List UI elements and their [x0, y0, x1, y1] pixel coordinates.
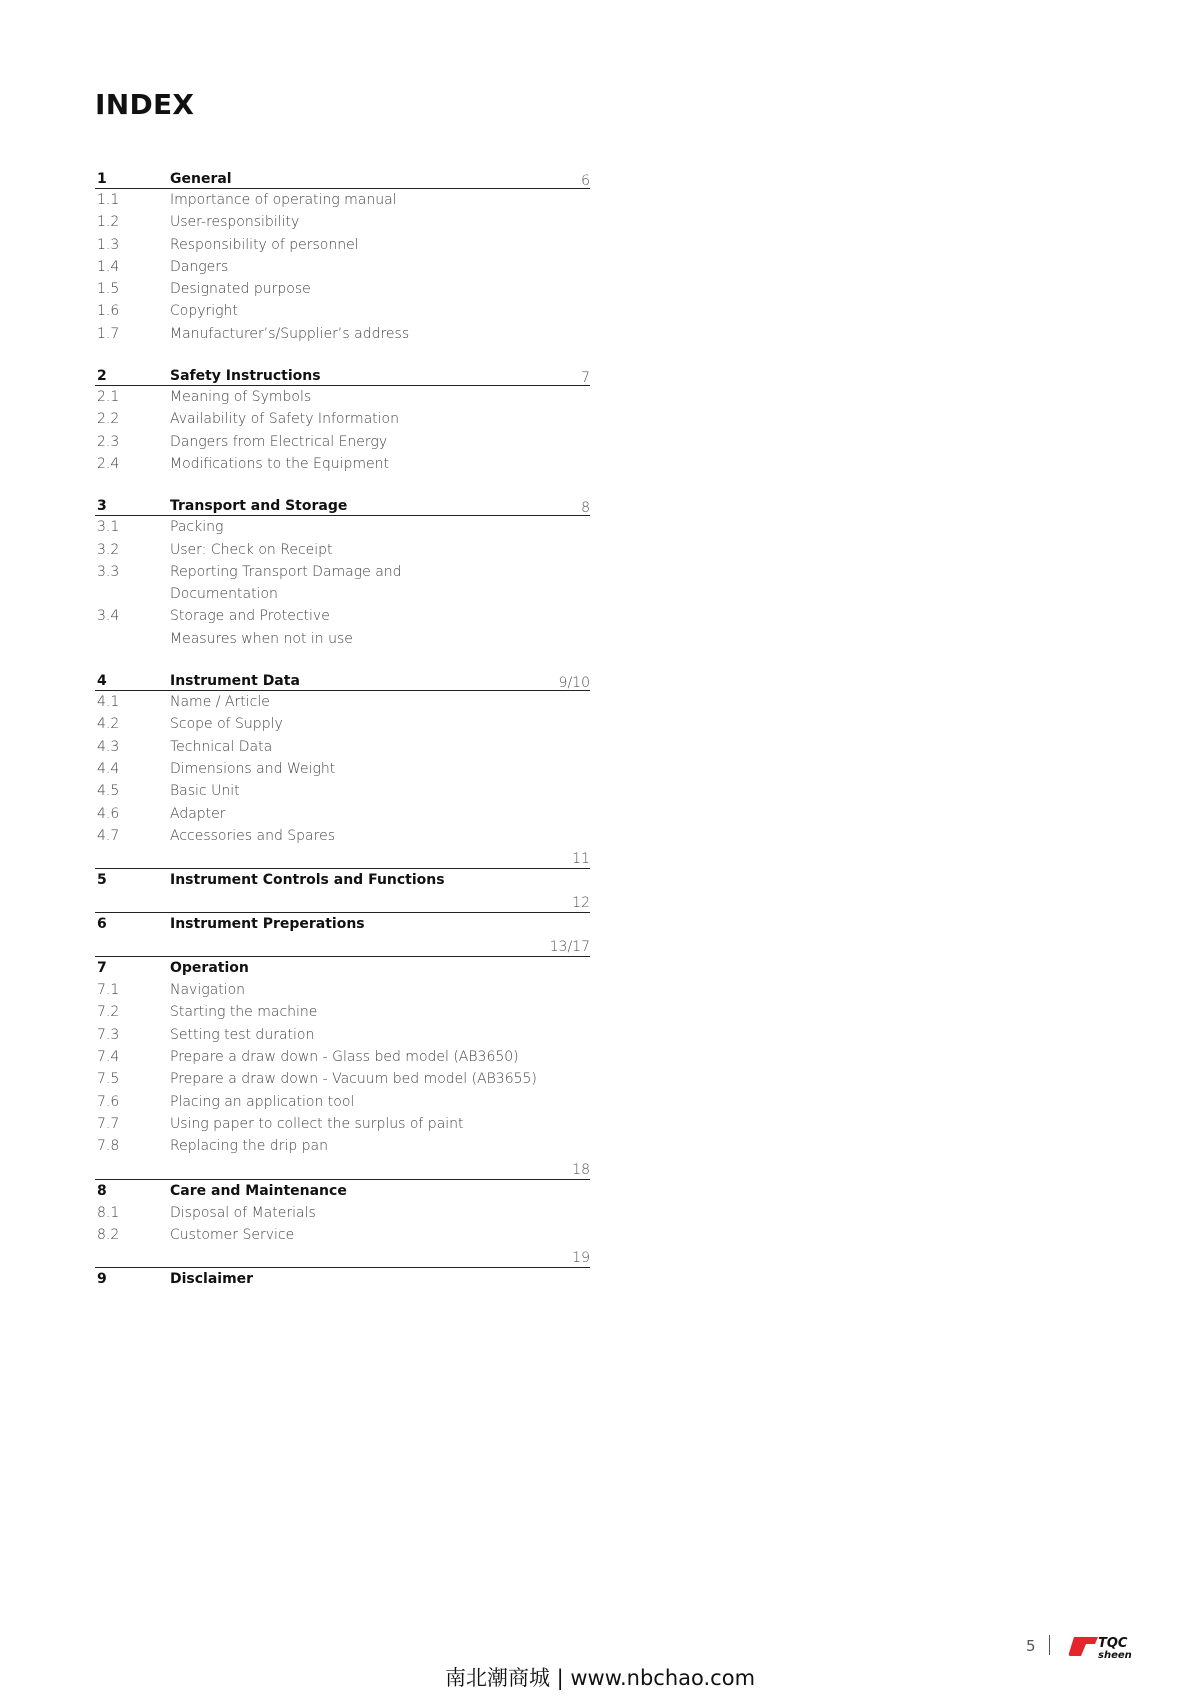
section-title[interactable]: Care and Maintenance — [170, 1182, 347, 1199]
page-title: INDEX — [95, 88, 195, 121]
section-header — [95, 935, 590, 957]
item-number: 4.3 — [97, 738, 120, 755]
item-number: 2.1 — [97, 389, 120, 406]
item-number: 7.8 — [97, 1138, 120, 1155]
toc-item[interactable] — [95, 256, 590, 278]
toc-section-9 — [95, 1246, 590, 1290]
toc-section-6 — [95, 891, 590, 935]
toc-item-continued[interactable] — [95, 628, 590, 650]
item-number: 8.1 — [97, 1204, 120, 1221]
logo-text-bottom: sheen — [1098, 1650, 1132, 1660]
toc-item[interactable] — [95, 234, 590, 256]
table-of-contents — [95, 168, 590, 1290]
section-title-row — [95, 957, 590, 979]
item-number: 2.4 — [97, 455, 120, 472]
toc-section-2 — [95, 365, 590, 475]
section-title[interactable]: Disclaimer — [170, 1271, 254, 1288]
item-number: 8.2 — [97, 1226, 120, 1243]
item-label: Measures when not in use — [170, 630, 353, 647]
item-number: 7.1 — [97, 982, 120, 999]
item-label: Name / Article — [170, 694, 270, 711]
item-number: 7.6 — [97, 1093, 120, 1110]
toc-item-continued[interactable] — [95, 583, 590, 605]
section-page: 9/10 — [558, 675, 590, 692]
item-label: Setting test duration — [170, 1026, 315, 1043]
section-number: 7 — [97, 960, 107, 977]
item-number: 2.2 — [97, 411, 120, 428]
toc-item[interactable] — [95, 431, 590, 453]
item-label: Documentation — [170, 586, 278, 603]
item-number: 1.3 — [97, 236, 120, 253]
item-label: Availability of Safety Information — [170, 411, 399, 428]
item-label: Dangers from Electrical Energy — [170, 433, 388, 450]
toc-item[interactable] — [95, 1091, 590, 1113]
section-title-row — [95, 913, 590, 935]
section-header — [95, 1158, 590, 1180]
section-title[interactable]: Safety Instructions — [170, 368, 321, 385]
page-number: 5 — [1026, 1637, 1036, 1655]
item-number: 7.3 — [97, 1026, 120, 1043]
item-label: Prepare a draw down - Glass bed model (AB3650) — [170, 1049, 519, 1066]
item-label: Manufacturer’s/Supplier’s address — [170, 325, 410, 342]
toc-item[interactable] — [95, 1046, 590, 1068]
section-header — [95, 495, 590, 516]
toc-item[interactable] — [95, 408, 590, 430]
item-number: 1.1 — [97, 192, 120, 208]
item-label: Packing — [170, 519, 224, 536]
section-page: 7 — [581, 370, 590, 387]
tqc-sheen-logo — [1068, 1634, 1140, 1660]
section-number: 4 — [97, 673, 107, 690]
toc-item[interactable] — [95, 1202, 590, 1224]
section-title[interactable]: Transport and Storage — [170, 498, 348, 515]
item-label: Reporting Transport Damage and — [170, 563, 402, 580]
section-header — [95, 891, 590, 913]
section-header — [95, 168, 590, 189]
item-label: Using paper to collect the surplus of paint — [170, 1115, 464, 1132]
item-number: 3.2 — [97, 541, 120, 558]
item-number: 7.7 — [97, 1115, 120, 1132]
item-number: 4.7 — [97, 827, 120, 844]
footer-divider — [1049, 1635, 1050, 1655]
item-label: Adapter — [170, 805, 226, 822]
section-number: 8 — [97, 1182, 107, 1199]
item-label: Dimensions and Weight — [170, 760, 336, 777]
toc-item[interactable] — [95, 736, 590, 758]
item-label: Accessories and Spares — [170, 827, 335, 844]
item-number: 4.2 — [97, 716, 120, 733]
section-page: 8 — [581, 500, 590, 517]
toc-item[interactable] — [95, 386, 590, 408]
section-header — [95, 670, 590, 691]
item-number: 3.3 — [97, 563, 120, 580]
item-label: User-responsibility — [170, 214, 300, 231]
section-page: 6 — [581, 173, 590, 189]
toc-item[interactable] — [95, 1135, 590, 1157]
section-page: 18 — [572, 1161, 590, 1178]
section-number: 2 — [97, 368, 107, 385]
item-number: 4.4 — [97, 760, 120, 777]
toc-section-4 — [95, 670, 590, 847]
section-gap — [95, 650, 590, 670]
logo-text-top: TQC — [1098, 1636, 1128, 1651]
section-page: 11 — [572, 851, 590, 868]
item-label: Technical Data — [170, 738, 273, 755]
section-title[interactable]: Instrument Preperations — [170, 916, 365, 933]
section-number: 5 — [97, 872, 107, 889]
item-label: Disposal of Materials — [170, 1204, 316, 1221]
toc-item[interactable] — [95, 713, 590, 735]
toc-item[interactable] — [95, 1224, 590, 1246]
item-label: Copyright — [170, 303, 238, 320]
toc-item[interactable] — [95, 803, 590, 825]
item-number: 2.3 — [97, 433, 120, 450]
toc-item[interactable] — [95, 300, 590, 322]
toc-item[interactable] — [95, 780, 590, 802]
toc-item[interactable] — [95, 211, 590, 233]
item-label: Placing an application tool — [170, 1093, 355, 1110]
section-number: 1 — [97, 171, 107, 187]
toc-item[interactable] — [95, 516, 590, 538]
item-number: 1.4 — [97, 258, 120, 275]
item-number: 1.6 — [97, 303, 120, 320]
section-number: 3 — [97, 498, 107, 515]
section-page: 12 — [572, 895, 590, 912]
toc-item[interactable] — [95, 1001, 590, 1023]
section-gap — [95, 345, 590, 365]
section-gap — [95, 475, 590, 495]
section-title-row — [95, 1268, 590, 1290]
item-label: Storage and Protective — [170, 608, 330, 625]
item-number: 1.2 — [97, 214, 120, 231]
item-number: 7.4 — [97, 1049, 120, 1066]
toc-item[interactable] — [95, 979, 590, 1001]
section-page: 13/17 — [549, 939, 590, 956]
toc-item[interactable] — [95, 453, 590, 475]
toc-item[interactable] — [95, 1068, 590, 1090]
item-label: Customer Service — [170, 1226, 295, 1243]
item-label: Responsibility of personnel — [170, 236, 359, 253]
toc-item[interactable] — [95, 691, 590, 713]
section-page: 19 — [572, 1250, 590, 1267]
item-number: 1.5 — [97, 281, 120, 298]
section-header — [95, 365, 590, 386]
item-label: Replacing the drip pan — [170, 1138, 329, 1155]
toc-section-8 — [95, 1158, 590, 1247]
toc-item[interactable] — [95, 605, 590, 627]
section-title[interactable]: Operation — [170, 960, 249, 977]
section-header — [95, 847, 590, 869]
toc-item[interactable] — [95, 189, 590, 211]
item-label: Starting the machine — [170, 1004, 318, 1021]
section-header — [95, 1246, 590, 1268]
section-title[interactable]: Instrument Data — [170, 673, 300, 690]
section-number: 9 — [97, 1271, 107, 1288]
item-label: Importance of operating manual — [170, 192, 397, 208]
section-title[interactable]: Instrument Controls and Functions — [170, 872, 445, 889]
toc-item[interactable] — [95, 323, 590, 345]
item-number: 4.1 — [97, 694, 120, 711]
item-label: Basic Unit — [170, 783, 240, 800]
item-number: 3.1 — [97, 519, 120, 536]
section-title-row — [95, 1180, 590, 1202]
toc-item[interactable] — [95, 539, 590, 561]
section-number: 6 — [97, 916, 107, 933]
toc-item[interactable] — [95, 561, 590, 583]
toc-item[interactable] — [95, 1024, 590, 1046]
toc-section-1 — [95, 168, 590, 345]
item-label: Scope of Supply — [170, 716, 283, 733]
item-number: 3.4 — [97, 608, 120, 625]
toc-item[interactable] — [95, 1113, 590, 1135]
item-label: Prepare a draw down - Vacuum bed model (AB3655) — [170, 1071, 537, 1088]
section-title-row — [95, 869, 590, 891]
item-label: Designated purpose — [170, 281, 311, 298]
item-number: 7.5 — [97, 1071, 120, 1088]
watermark-text[interactable]: 南北潮商城 | www.nbchao.com — [444, 1666, 756, 1690]
item-label: User: Check on Receipt — [170, 541, 333, 558]
item-number: 4.5 — [97, 783, 120, 800]
toc-item[interactable] — [95, 758, 590, 780]
toc-section-3 — [95, 495, 590, 650]
item-label: Meaning of Symbols — [170, 389, 312, 406]
item-number: 7.2 — [97, 1004, 120, 1021]
toc-item[interactable] — [95, 278, 590, 300]
toc-section-5 — [95, 847, 590, 891]
item-label: Modifications to the Equipment — [170, 455, 390, 472]
item-label: Dangers — [170, 258, 229, 275]
logo-swoosh-shape — [1069, 1637, 1098, 1656]
toc-item[interactable] — [95, 825, 590, 847]
item-label: Navigation — [170, 982, 246, 999]
toc-section-7 — [95, 935, 590, 1157]
item-number: 4.6 — [97, 805, 120, 822]
section-title[interactable]: General — [170, 171, 232, 187]
item-number: 1.7 — [97, 325, 120, 342]
